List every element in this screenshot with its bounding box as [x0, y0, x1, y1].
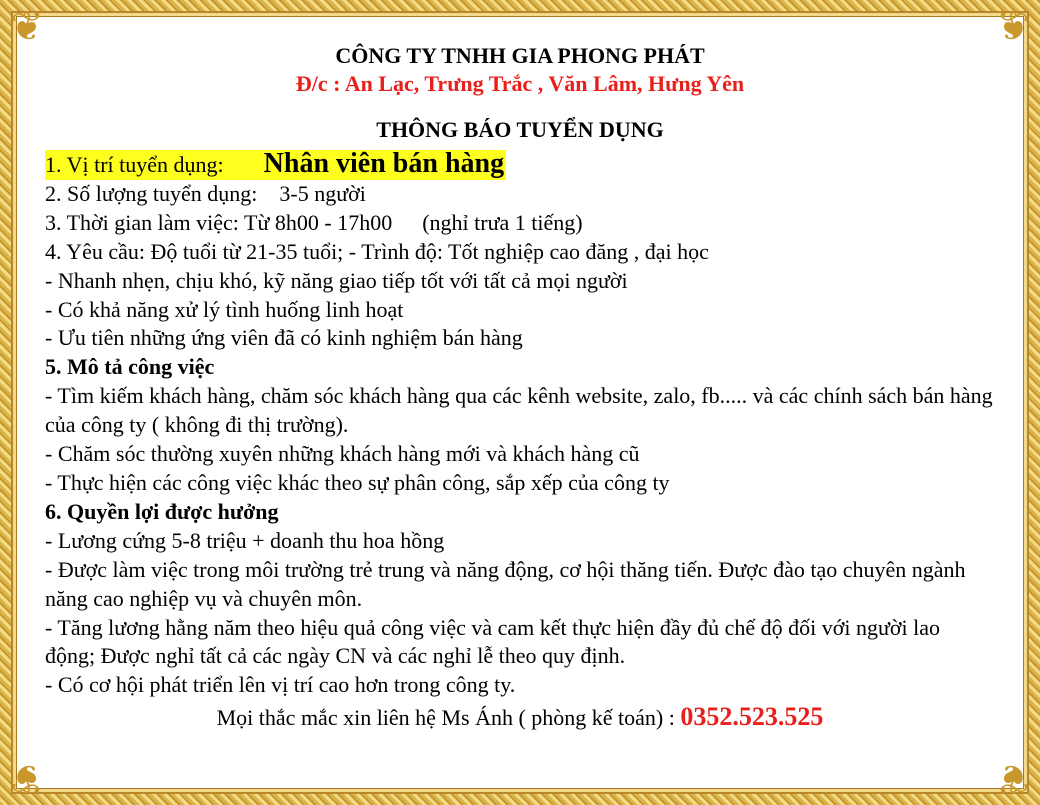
- position-value: Nhân viên bán hàng: [263, 148, 505, 179]
- quantity-label: 2. Số lượng tuyển dụng:: [45, 180, 258, 206]
- requirement-line: - Nhanh nhẹn, chịu khó, kỹ năng giao tiếp tốt với tất cả mọi người: [45, 267, 628, 293]
- contact-phone: 0352.523.525: [680, 702, 824, 732]
- time-label: 3. Thời gian làm việc: Từ 8h00 - 17h00: [45, 209, 393, 235]
- benefit-line: - Có cơ hội phát triển lên vị trí cao hơn trong công ty.: [45, 672, 516, 698]
- benefits-heading: 6. Quyền lợi được hưởng: [45, 498, 279, 524]
- contact-row: [45, 702, 995, 733]
- corner-ornament-icon: ❦: [996, 4, 1030, 49]
- company-address: Đ/c : An Lạc, Trưng Trắc , Văn Lâm, Hưng Yên: [295, 71, 745, 96]
- job-description-line: - Thực hiện các công việc khác theo sự phân công, sắp xếp của công ty: [45, 469, 670, 495]
- time-row: [45, 209, 995, 238]
- requirement-line: - Có khả năng xử lý tình huống linh hoạt: [45, 296, 404, 322]
- position-label: 1. Vị trí tuyển dụng:: [45, 152, 224, 177]
- position-highlight: [45, 150, 506, 180]
- requirements-row: 4. Yêu cầu: Độ tuổi từ 21-35 tuổi; - Trình độ: Tốt nghiệp cao đăng , đại học: [45, 238, 709, 264]
- time-note: (nghỉ trưa 1 tiếng): [422, 209, 583, 235]
- job-description-heading: 5. Mô tả công việc: [45, 354, 215, 380]
- quantity-row: [45, 180, 995, 209]
- position-row: [45, 150, 995, 180]
- corner-ornament-icon: ❦: [996, 756, 1030, 801]
- corner-ornament-icon: ❦: [10, 756, 44, 801]
- job-description-line: - Chăm sóc thường xuyên những khách hàng mới và khách hàng cũ: [45, 441, 640, 467]
- notice-title: THÔNG BÁO TUYỂN DỤNG: [376, 117, 664, 142]
- benefit-line: - Lương cứng 5-8 triệu + doanh thu hoa hồng: [45, 527, 445, 553]
- contact-text: Mọi thắc mắc xin liên hệ Ms Ánh ( phòng kế toán) :: [216, 705, 675, 731]
- notice-content: [45, 38, 995, 733]
- quantity-value: 3-5 người: [279, 180, 366, 206]
- benefit-line: - Được làm việc trong môi trường trẻ trung và năng động, cơ hội thăng tiến. Được đào tạo chuyên ngành năng cao nghiệp vụ và chuyên môn.: [45, 556, 966, 611]
- company-name: CÔNG TY TNHH GIA PHONG PHÁT: [335, 43, 705, 68]
- corner-ornament-icon: ❦: [10, 4, 44, 49]
- benefit-line: - Tăng lương hằng năm theo hiệu quả công việc và cam kết thực hiện đầy đủ chế độ đối với người lao động; Được nghỉ tất cả các ngày CN và các nghỉ lễ theo quy định.: [45, 614, 941, 669]
- requirement-line: - Ưu tiên những ứng viên đã có kinh nghiệm bán hàng: [45, 325, 523, 351]
- job-description-line: - Tìm kiếm khách hàng, chăm sóc khách hàng qua các kênh website, zalo, fb..... và các chính sách bán hàng của công ty ( không đi thị trường).: [45, 383, 993, 438]
